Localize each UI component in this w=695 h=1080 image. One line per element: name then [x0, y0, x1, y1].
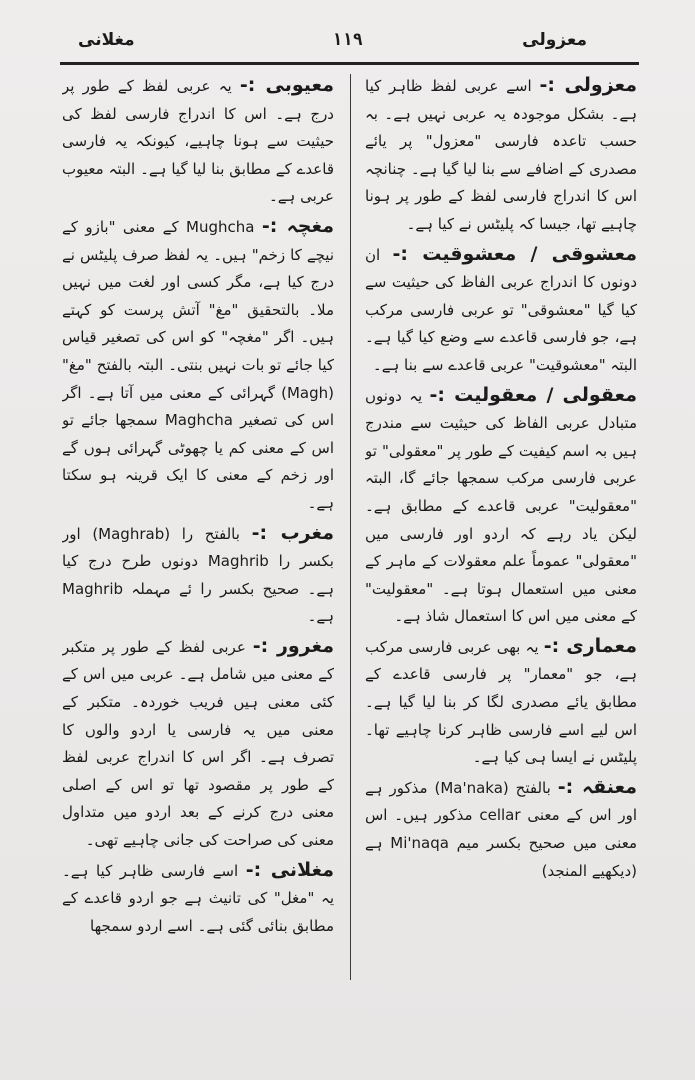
entry — [365, 72, 637, 239]
entry — [62, 857, 334, 941]
entry-headword: معیوبی :- — [239, 74, 334, 96]
header-right-word: معزولی — [522, 30, 587, 50]
column-divider — [350, 74, 351, 980]
entry-text: اسے فارسی ظاہر کیا ہے۔ یہ "مغل" کی تانیث ہے جو اردو قاعدے کے مطابق بنائی گئی ہے۔ اسے اردو سمجھا — [62, 861, 334, 935]
entry — [365, 774, 637, 885]
entry-headword: معنقہ :- — [557, 775, 637, 798]
page-number: ۱۱۹ — [332, 30, 363, 50]
entry-text: یہ عربی لفظ کے طور پر درج ہے۔ اس کا اندراج فارسی لفظ کی حیثیت سے ہونا چاہیے، کیونکہ یہ فارسی قاعدے کے مطابق بنا لیا گیا ہے۔ البتہ معیوب عربی ہے۔ — [62, 77, 334, 206]
entry-headword: معقولی / معقولیت :- — [429, 383, 637, 406]
entry-headword: مغرب :- — [251, 521, 334, 544]
right-column — [365, 72, 637, 980]
entry-headword: معشوقی / معشوقیت :- — [392, 242, 637, 265]
header-left-word: مغلانی — [78, 30, 135, 50]
entry — [365, 633, 637, 772]
entry-headword: مغرور :- — [252, 634, 334, 657]
entry-text: اسے عربی لفظ ظاہر کیا ہے۔ بشکل موجودہ یہ عربی نہیں ہے۔ بہ حسب تاعدہ فارسی "معزول" پر یائے مصدری کے اضافے سے بنا لیا گیا ہے۔ چنانچہ اس کا اندراج فارسی لفظ کے طور پر ہونا چاہیے تھا، جیسا کہ پلیٹس نے کیا ہے۔ — [365, 77, 637, 233]
entry — [62, 633, 334, 855]
entry-headword: مغلانی :- — [245, 858, 334, 881]
entry — [365, 241, 637, 380]
entry-text: Mughcha کے معنی "بازو کے نیچے کا زخم" ہیں۔ یہ لفظ صرف پلیٹس نے درج کیا ہے، مگر کسی اور لغت میں نہیں ملا۔ بالتحقیق "مغ" آتش پرست کو کہتے ہیں۔ اگر "مغچہ" کو اس کی تصغیر قیاس کیا جائے تو بات نہیں بنتی۔ البتہ بالفتح "مغ" (Magh) گہرائی کے معنی میں آتا ہے۔ اگر اس کی تصغیر Maghcha سمجھا جائے تو اس کے معنی کم یا چھوٹی گہرائی ہوں گے اور زخم کے معنی کا ایک قرینہ ہو سکتا ہے۔ — [62, 217, 334, 512]
entry-text: یہ بھی عربی فارسی مرکب ہے، جو "معمار" پر فارسی قاعدے کے مطابق یائے مصدری لگا کر بنا لیا گیا ہے۔ اس لیے اسے فارسی ظاہر کرنا چاہیے تھا۔ پلیٹس نے ایسا ہی کیا ہے۔ — [365, 637, 637, 767]
header-rule — [60, 62, 639, 65]
entry-headword: معماری :- — [543, 634, 637, 657]
entry — [365, 382, 637, 631]
entry-text: بالفتح را (Maghrab) اور بکسر را Maghrib دونوں طرح درج کیا ہے۔ صحیح بکسر را ئے مہملہ Maghrib ہے۔ — [62, 524, 334, 626]
left-column — [62, 72, 334, 980]
entry-headword: مغچہ :- — [261, 214, 334, 237]
two-column-body — [62, 72, 637, 980]
entry — [62, 72, 334, 211]
running-header — [50, 26, 645, 66]
entry — [62, 213, 334, 518]
entry-text: عربی لفظ کے طور پر متکبر کے معنی میں شامل ہے۔ عربی میں اس کے کئی معنی ہیں فریب خوردہ۔ متکبر کے معنی میں یہ فارسی یا اردو والوں کا تصرف ہے۔ اگر اس کا اندراج عربی لفظ کے طور پر مقصود تھا تو اس کے اصلی معنی درج کرنے کے بعد اردو میں متداول معنی کی صراحت کی جانی چاہیے تھی۔ — [62, 637, 334, 850]
entry-text: بالفتح (Ma'naka) مذکور ہے اور اس کے معنی cellar مذکور ہیں۔ اس معنی میں صحیح بکسر میم Mi'naqa ہے (دیکھیے المنجد) — [365, 778, 637, 880]
entry-text: یہ دونوں متبادل عربی الفاظ کی حیثیت سے مندرج ہیں بہ اسم کیفیت کے طور پر "معقولی" تو عربی فارسی مرکب سمجھا جائے گا، البتہ "معقولیت" عربی قاعدے کے مطابق ہے۔ لیکن یاد رہے کہ اردو اور فارسی میں "معقولی" عموماً علم معقولات کے ماہر کے معنی میں استعمال ہوتا ہے۔ "معقولیت" کے معنی میں اس کا استعمال شاذ ہے۔ — [365, 386, 637, 626]
entry — [62, 520, 334, 631]
entry-text: ان دونوں کا اندراج عربی الفاظ کی حیثیت سے کیا گیا "معشوقی" تو عربی فارسی مرکب ہے، جو فارسی قاعدے سے وضع کیا گیا ہے۔ البتہ "معشوقیت" عربی قاعدے سے بنا ہے۔ — [365, 245, 637, 374]
entry-headword: معزولی :- — [539, 74, 637, 96]
